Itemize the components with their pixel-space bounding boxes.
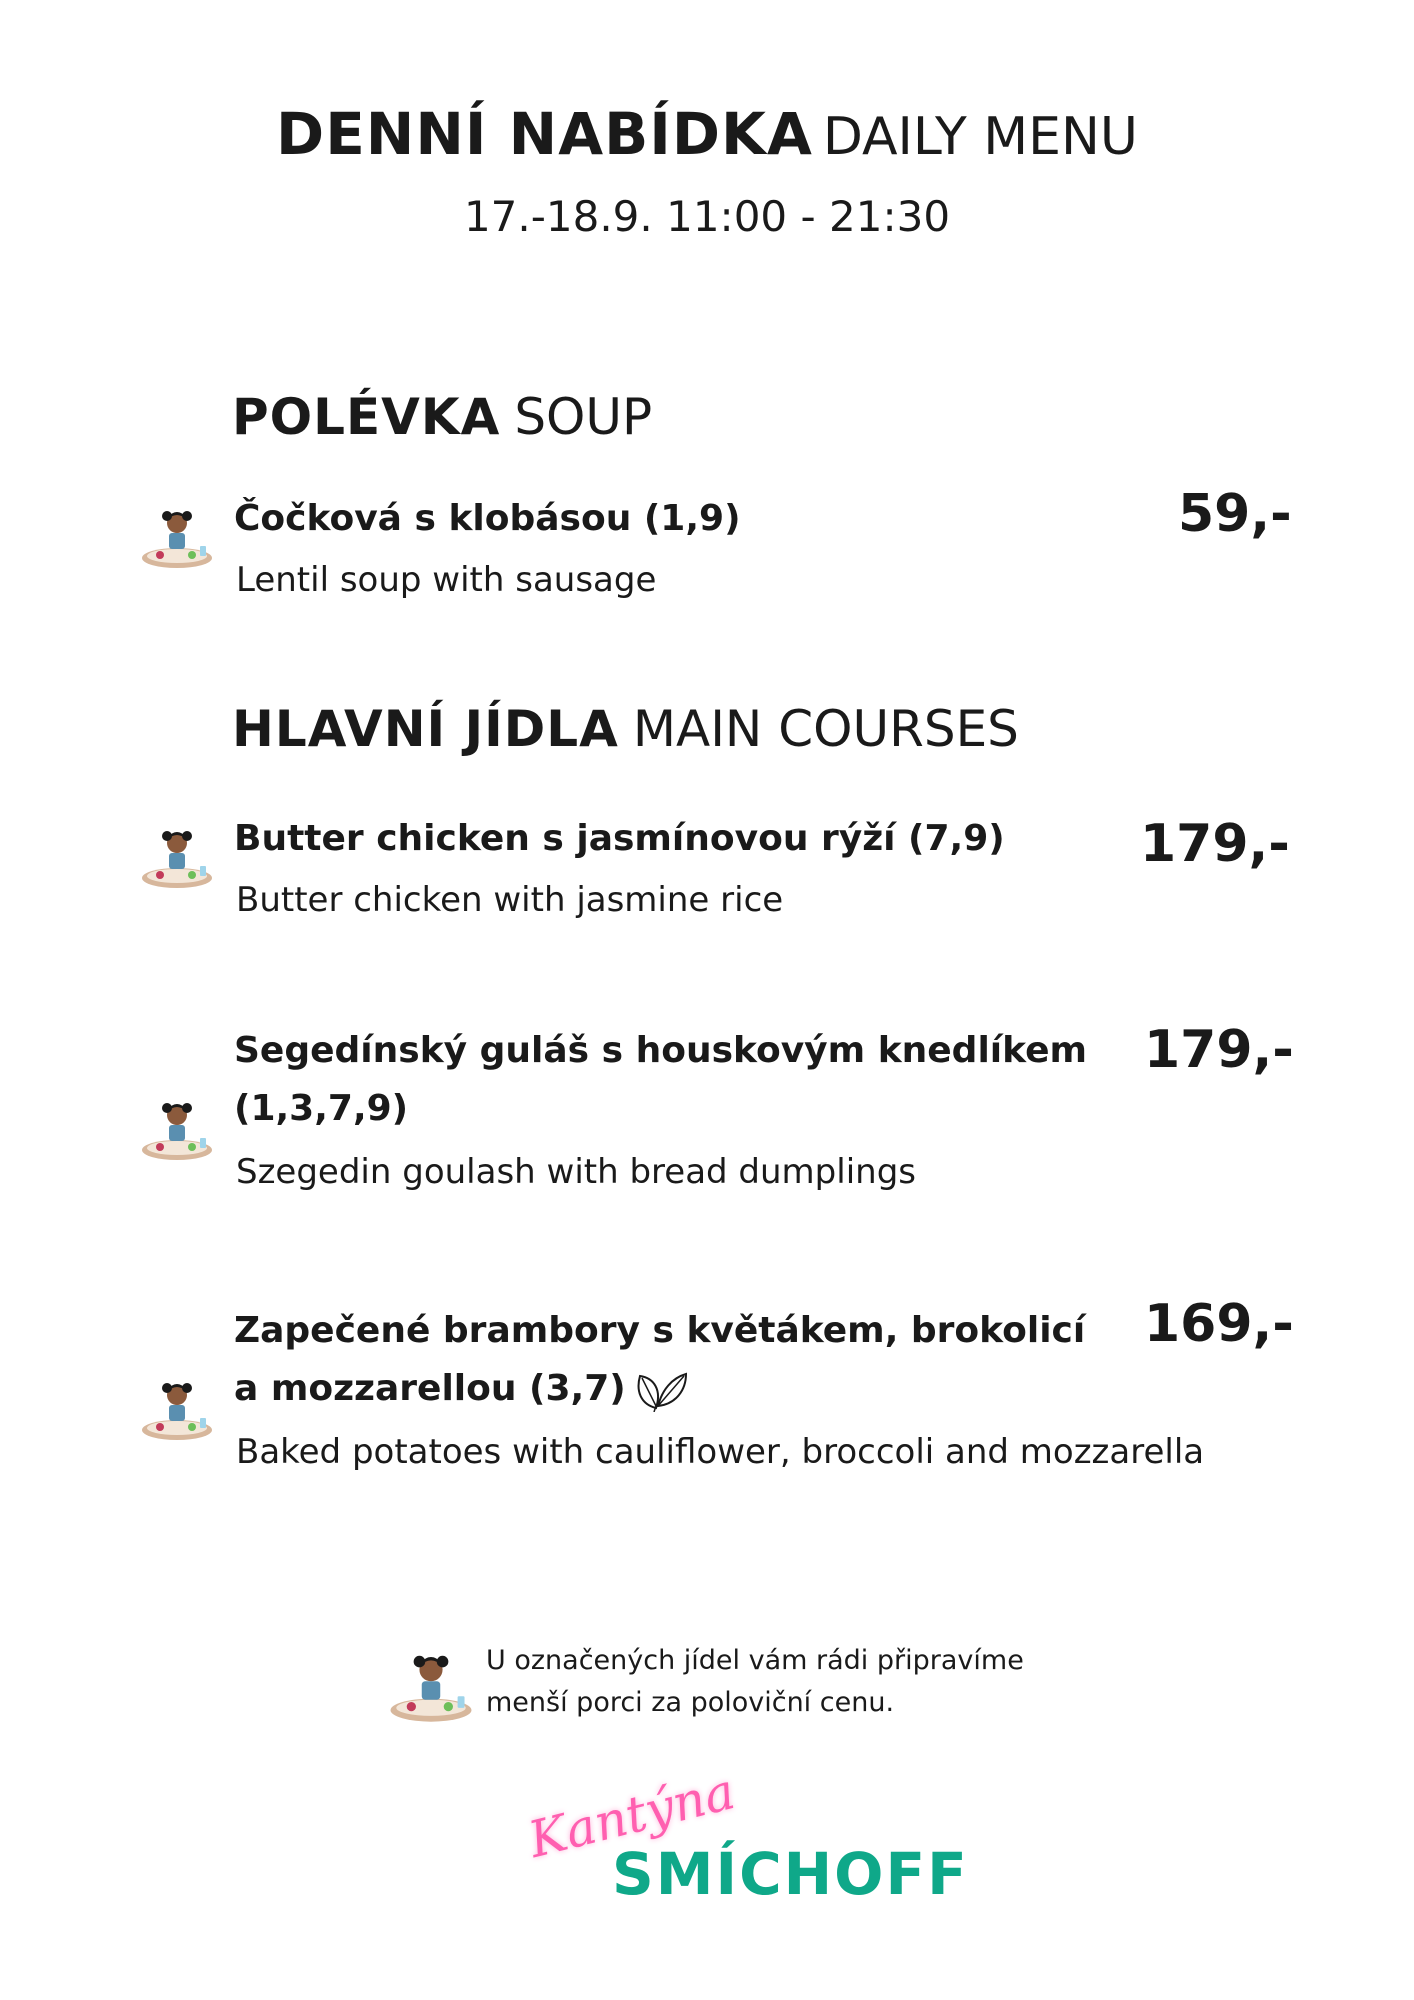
child-meal-icon (140, 826, 214, 890)
dish-name-text: Zapečené brambory s květákem, brokolicí a mozzarellou (3,7) (234, 1310, 1086, 1409)
child-meal-icon (140, 1378, 214, 1442)
dish-name-czech: Segedínský guláš s houskovým knedlíkem (1,3,7,9) (234, 1030, 1088, 1129)
section-heading-english: MAIN COURSES (632, 700, 1019, 758)
logo-script-text: Kantýna (522, 1762, 741, 1870)
leaf-icon (634, 1368, 688, 1412)
dish-price: 169,- (1144, 1294, 1294, 1354)
section-heading-czech: HLAVNÍ JÍDLA (232, 700, 619, 758)
child-meal-icon (140, 1098, 214, 1162)
dish-name-english: Baked potatoes with cauliflower, broccoli and mozzarella (236, 1432, 1205, 1472)
section-heading-czech: POLÉVKA (232, 388, 501, 446)
dish-price: 179,- (1144, 1020, 1294, 1080)
dish-name-czech (234, 1302, 1094, 1418)
title-czech: DENNÍ NABÍDKA (276, 100, 813, 168)
section-heading-soup (232, 388, 652, 446)
section-heading-main-courses (232, 700, 1019, 758)
note-line: U označených jídel vám rádi připravíme (486, 1645, 1024, 1676)
half-portion-note (486, 1640, 1024, 1724)
page-title (0, 100, 1414, 168)
dish-price: 179,- (1140, 814, 1290, 874)
title-english: DAILY MENU (822, 107, 1138, 167)
section-heading-english: SOUP (514, 388, 653, 446)
dish-name-czech: Butter chicken s jasmínovou rýží (7,9) (234, 818, 1005, 859)
logo-main-text: SMÍCHOFF (612, 1840, 969, 1908)
note-line: menší porci za poloviční cenu. (486, 1687, 895, 1718)
dish-price: 59,- (1178, 484, 1292, 544)
child-meal-icon (388, 1650, 474, 1724)
dish-name-english: Butter chicken with jasmine rice (236, 880, 784, 920)
dish-name-english: Szegedin goulash with bread dumplings (236, 1152, 916, 1192)
dish-name-czech: Čočková s klobásou (1,9) (234, 498, 741, 539)
dish-name-english: Lentil soup with sausage (236, 560, 657, 600)
child-meal-icon (140, 506, 214, 570)
menu-date-time: 17.-18.9. 11:00 - 21:30 (463, 192, 951, 241)
